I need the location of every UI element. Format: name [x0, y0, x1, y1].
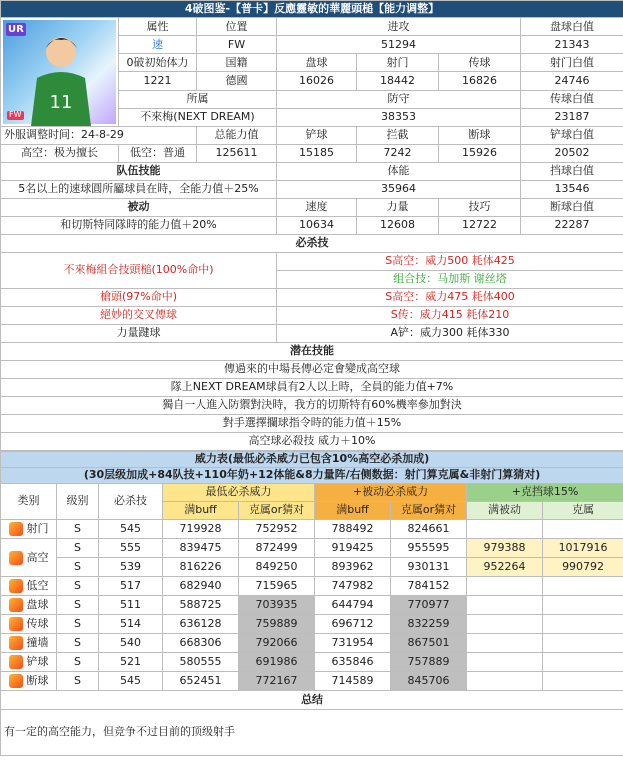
page-title: 4破图鉴-【普卡】反應靈敏的華麗頭槌【能力调整】 [1, 1, 623, 18]
power-row [1, 520, 623, 539]
power-passive-counter: 824661 [391, 520, 467, 539]
attr-header: 属性 [119, 18, 197, 36]
shoot-value: 18442 [357, 72, 439, 90]
dribble-header: 盘球 [277, 54, 357, 72]
power-full-passive: 952264 [467, 558, 543, 577]
category-label: 断球 [26, 674, 49, 687]
block-header: 拦截 [357, 127, 439, 145]
intercept-value: 15926 [439, 145, 521, 163]
power-row [1, 615, 623, 634]
total-value: 125611 [197, 145, 277, 163]
power-category [1, 615, 57, 634]
special-info-4: A铲：威力300 耗体330 [277, 325, 623, 343]
power-full-passive [467, 634, 543, 653]
power-category [1, 672, 57, 691]
power-passive-counter: 832259 [391, 615, 467, 634]
attack-header: 进攻 [277, 18, 521, 36]
position-badge: FW [9, 110, 22, 120]
stamina-header: 体能 [277, 163, 521, 181]
power-special: 545 [99, 520, 163, 539]
team-value: 不來梅(NEXT DREAM) [119, 108, 277, 126]
category-label: 铲球 [26, 655, 49, 668]
shoot-base-value: 24746 [521, 72, 623, 90]
power-passive-counter: 930131 [391, 558, 467, 577]
player-portrait-icon [21, 26, 101, 126]
power-special: 555 [99, 539, 163, 558]
power-special: 511 [99, 596, 163, 615]
shoot-header: 射门 [357, 54, 439, 72]
power-row [1, 672, 623, 691]
col-counter-block: +克挡球15% [467, 484, 623, 502]
initial-stamina-value: 1221 [119, 72, 197, 90]
power-special: 540 [99, 634, 163, 653]
sub-full-passive: 满被动 [467, 502, 543, 520]
potential-item: 傳過來的中場長傳必定會變成高空球 [1, 361, 623, 379]
technique-header: 技巧 [439, 199, 521, 217]
power-full-passive [467, 596, 543, 615]
sub-counter-guess: 克属or猜对 [239, 502, 315, 520]
passive-label: 被动 [1, 199, 277, 217]
power-level: S [57, 539, 99, 558]
block-base-value: 13546 [521, 181, 623, 199]
dribble-base-header: 盘球白值 [521, 18, 623, 36]
initial-stamina-header: 0破初始体力 [119, 54, 197, 72]
power-min-counter: 752952 [239, 520, 315, 539]
pass-value: 16826 [439, 72, 521, 90]
power-category [1, 539, 57, 577]
power-passive-full-buff: 731954 [315, 634, 391, 653]
category-icon [9, 655, 23, 669]
block-value: 7242 [357, 145, 439, 163]
power-row [1, 558, 623, 577]
category-label: 传球 [26, 617, 49, 630]
dribble-value: 16026 [277, 72, 357, 90]
team-header: 所属 [119, 90, 277, 108]
adjust-time [1, 127, 197, 145]
col-passive-power: +被动必杀威力 [315, 484, 467, 502]
power-min-full-buff: 816226 [163, 558, 239, 577]
potential-label: 潜在技能 [1, 343, 623, 361]
rarity-badge: UR [8, 24, 24, 35]
power-level: S [57, 672, 99, 691]
special-name-2: 槍頭(97%命中) [1, 289, 277, 307]
power-passive-counter: 845706 [391, 672, 467, 691]
power-row [1, 653, 623, 672]
power-min-full-buff: 580555 [163, 653, 239, 672]
power-full-passive: 979388 [467, 539, 543, 558]
summary-text: 有一定的高空能力，但竞争不过目前的顶级射手 [1, 710, 623, 756]
category-label: 撞墙 [26, 636, 49, 649]
power-header: 力量 [357, 199, 439, 217]
power-min-counter: 792066 [239, 634, 315, 653]
power-table [0, 451, 623, 756]
power-counter-block [543, 634, 623, 653]
sub-counter-guess-2: 克属or猜对 [391, 502, 467, 520]
dribble-base-value: 21343 [521, 36, 623, 54]
potential-item: 對手選擇攔球指令時的能力值＋15% [1, 415, 623, 433]
low-air-rating: 低空：普通 [119, 145, 197, 163]
intercept-base-value: 22287 [521, 217, 623, 235]
pass-base-header: 传球白值 [521, 90, 623, 108]
special-name-1: 不來梅組合技頭槌(100%命中) [1, 253, 277, 289]
stamina-value: 35964 [277, 181, 521, 199]
potential-item: 高空球必殺技 威力＋10% [1, 433, 623, 451]
player-card-image [1, 18, 119, 127]
block-base-header: 挡球白值 [521, 163, 623, 181]
special-info-3: S传：威力415 耗体210 [277, 307, 623, 325]
attack-value: 51294 [277, 36, 521, 54]
power-min-counter: 691986 [239, 653, 315, 672]
power-special: 517 [99, 577, 163, 596]
power-passive-counter: 955595 [391, 539, 467, 558]
power-passive-counter: 757889 [391, 653, 467, 672]
power-min-counter: 703935 [239, 596, 315, 615]
power-min-full-buff: 636128 [163, 615, 239, 634]
category-icon [9, 551, 23, 565]
power-category [1, 577, 57, 596]
power-full-passive [467, 653, 543, 672]
category-icon [9, 636, 23, 650]
defense-value: 38353 [277, 108, 521, 126]
power-min-full-buff: 839475 [163, 539, 239, 558]
tackle-base-header: 铲球白值 [521, 127, 623, 145]
power-row [1, 596, 623, 615]
adjust-time-value: 24-8-29 [81, 128, 124, 142]
team-skill-label: 队伍技能 [1, 163, 277, 181]
category-label: 射门 [26, 522, 49, 535]
power-level: S [57, 577, 99, 596]
special-name-4: 力量踺球 [1, 325, 277, 343]
high-air-rating: 高空：极为擅长 [1, 145, 119, 163]
power-special: 514 [99, 615, 163, 634]
power-full-passive [467, 672, 543, 691]
power-min-full-buff: 588725 [163, 596, 239, 615]
pass-header: 传球 [439, 54, 521, 72]
power-row [1, 577, 623, 596]
power-counter-block [543, 653, 623, 672]
tackle-header: 铲球 [277, 127, 357, 145]
power-passive-full-buff: 919425 [315, 539, 391, 558]
power-level: S [57, 558, 99, 577]
category-icon [9, 579, 23, 593]
intercept-base-header: 断球白值 [521, 199, 623, 217]
special-info-2: S高空：威力475 耗体400 [277, 289, 623, 307]
power-full-passive [467, 615, 543, 634]
sub-counter: 克属 [543, 502, 623, 520]
power-special: 539 [99, 558, 163, 577]
power-counter-block [543, 596, 623, 615]
power-passive-full-buff: 788492 [315, 520, 391, 539]
category-icon [9, 674, 23, 688]
nationality-header: 国籍 [197, 54, 277, 72]
power-passive-counter: 784152 [391, 577, 467, 596]
power-counter-block [543, 615, 623, 634]
position-value: FW [197, 36, 277, 54]
power-full-passive [467, 577, 543, 596]
power-passive-full-buff: 747982 [315, 577, 391, 596]
power-level: S [57, 653, 99, 672]
category-icon [9, 598, 23, 612]
power-passive-counter: 867501 [391, 634, 467, 653]
power-counter-block [543, 577, 623, 596]
passive-text: 和切斯特同隊時的能力值＋20% [1, 217, 277, 235]
power-passive-full-buff: 714589 [315, 672, 391, 691]
sub-full-buff-2: 满buff [315, 502, 391, 520]
power-min-full-buff: 682940 [163, 577, 239, 596]
power-counter-block: 1017916 [543, 539, 623, 558]
special-name-3: 絕妙的交叉傳球 [1, 307, 277, 325]
power-special: 521 [99, 653, 163, 672]
category-icon [9, 522, 23, 536]
special-combo-1: 组合技：马加斯 谢丝塔 [277, 271, 623, 289]
col-special: 必杀技 [99, 484, 163, 520]
nationality-value: 德國 [197, 72, 277, 90]
power-min-full-buff: 652451 [163, 672, 239, 691]
attr-value: 速 [119, 36, 197, 54]
category-icon [9, 617, 23, 631]
speed-value: 10634 [277, 217, 357, 235]
special-info-1: S高空：威力500 耗体425 [277, 253, 623, 271]
category-label: 低空 [26, 579, 49, 592]
power-passive-full-buff: 696712 [315, 615, 391, 634]
power-counter-block [543, 520, 623, 539]
power-level: S [57, 596, 99, 615]
summary-label: 总结 [1, 691, 623, 710]
power-min-full-buff: 719928 [163, 520, 239, 539]
power-title-2: (30层级加成+84队技+110年奶+12体能&8力量阵/右侧数据：射门算克属&非射门算猜对) [1, 468, 623, 484]
svg-text:11: 11 [49, 92, 73, 113]
power-row [1, 634, 623, 653]
shoot-base-header: 射门白值 [521, 54, 623, 72]
power-passive-full-buff: 893962 [315, 558, 391, 577]
team-skill-text: 5名以上的速球圓所屬球員在時，全能力值＋25% [1, 181, 277, 199]
potential-item: 獨自一人進入防禦對決時，我方的切斯特有60%機率參加對決 [1, 397, 623, 415]
power-min-counter: 715965 [239, 577, 315, 596]
category-label: 高空 [26, 550, 49, 564]
power-full-passive [467, 520, 543, 539]
power-special: 545 [99, 672, 163, 691]
position-header: 位置 [197, 18, 277, 36]
power-counter-block: 990792 [543, 558, 623, 577]
power-rows [1, 520, 623, 691]
power-level: S [57, 634, 99, 653]
power-row [1, 539, 623, 558]
power-passive-full-buff: 635846 [315, 653, 391, 672]
total-header: 总能力值 [197, 127, 277, 145]
power-category [1, 520, 57, 539]
defense-header: 防守 [277, 90, 521, 108]
power-min-counter: 872499 [239, 539, 315, 558]
potential-item: 隊上NEXT DREAM球員有2人以上時，全員的能力值+7% [1, 379, 623, 397]
power-category [1, 596, 57, 615]
adjust-time-label: 外服调整时间： [4, 128, 81, 142]
pass-base-value: 23187 [521, 108, 623, 126]
technique-value: 12722 [439, 217, 521, 235]
power-title-1: 威力表(最低必杀威力已包含10%高空必杀加成) [1, 452, 623, 468]
power-min-counter: 849250 [239, 558, 315, 577]
col-category: 类别 [1, 484, 57, 520]
special-label: 必杀技 [1, 235, 623, 253]
sub-full-buff: 满buff [163, 502, 239, 520]
power-category [1, 634, 57, 653]
power-passive-counter: 770977 [391, 596, 467, 615]
power-counter-block [543, 672, 623, 691]
power-min-counter: 772167 [239, 672, 315, 691]
col-level: 级别 [57, 484, 99, 520]
power-min-full-buff: 668306 [163, 634, 239, 653]
tackle-base-value: 20502 [521, 145, 623, 163]
category-label: 盘球 [26, 598, 49, 611]
power-level: S [57, 520, 99, 539]
tackle-value: 15185 [277, 145, 357, 163]
power-category [1, 653, 57, 672]
intercept-header: 断球 [439, 127, 521, 145]
speed-header: 速度 [277, 199, 357, 217]
power-min-counter: 759889 [239, 615, 315, 634]
power-value: 12608 [357, 217, 439, 235]
power-passive-full-buff: 644794 [315, 596, 391, 615]
col-min-power: 最低必杀威力 [163, 484, 315, 502]
power-level: S [57, 615, 99, 634]
